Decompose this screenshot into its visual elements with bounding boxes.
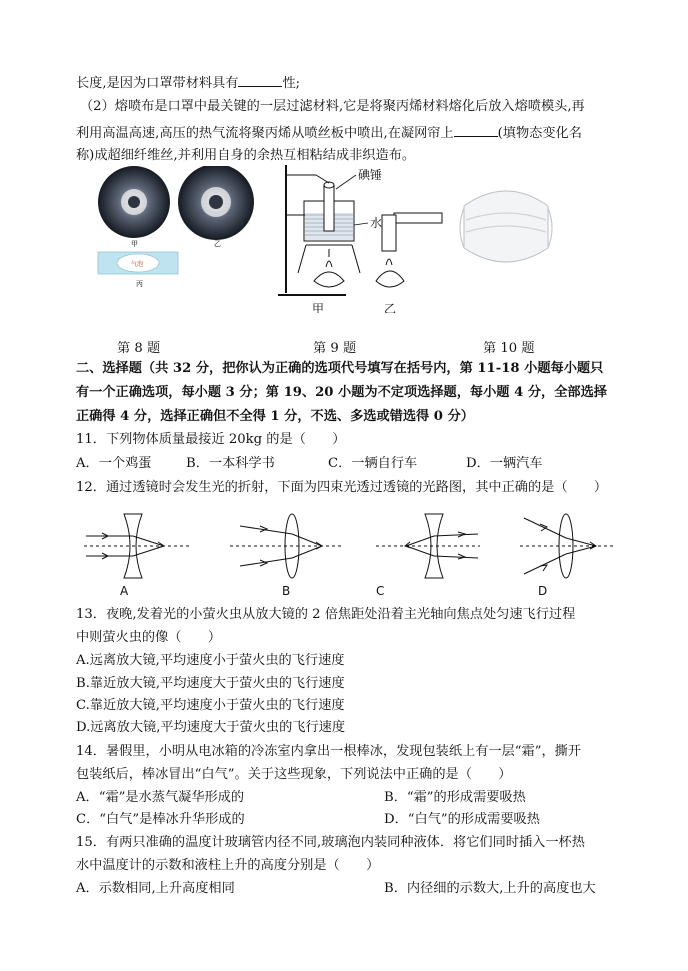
q11-option-b: B．一本科学书 [186,456,275,471]
q11-option-c: C．一辆自行车 [328,456,418,471]
fig9-label-iodine: 碘锤 [358,168,383,182]
fig9-label-water: 水 [370,216,383,230]
q13-stem-line1: 13．夜晚,发着光的小萤火虫从放大镜的 2 倍焦距处沿着主光轴向焦点处匀速飞行过程 [76,607,576,622]
q7-tail-line [76,72,628,94]
answer-blank [454,122,498,137]
figure-8 [96,166,266,291]
q12-lens-diagrams [80,508,620,588]
q15-stem-line2: 水中温度计的示数和液柱上升的高度分别是（ ） [76,858,380,873]
q15-option-b: B．内径细的示数大,上升的高度也大 [384,881,596,896]
lens-diagram-d [520,514,616,578]
q13-option-d: D.远离放大镜,平均速度大于萤火虫的飞行速度 [76,720,346,735]
q15-option-a: A．示数相同,上升高度相同 [76,881,235,896]
fig9-label-yi: 乙 [384,302,397,313]
figure-8-caption: 第 8 题 [117,341,161,356]
lens-diagram-c [376,514,480,578]
q14-option-c: C．“白气”是棒冰升华形成的 [76,812,245,827]
q12-label-c: C [376,584,385,598]
lens-diagrams-drawing [80,508,620,588]
section-2-instructions-line2: 有一个正确选项，每小题 3 分；第 19、20 小题为不定项选择题，每小题 4 分，全部选择 [76,385,607,400]
q14-stem-line2: 包装纸后，棒冰冒出“白气”。关于这些现象，下列说法中正确的是（ ） [76,767,512,782]
fig9-label-jia: 甲 [312,302,325,313]
lens-diagram-b [230,514,342,578]
q12-label-b: B [282,584,291,598]
q7-part2-line3: 称)成超细纤维丝,并利用自身的余热互相粘结成非织造布。 [76,148,416,163]
q15-stem-line1: 15．有两只准确的温度计玻璃管内径不同,玻璃泡内装同种液体．将它们同时插入一杯热 [76,835,585,850]
alcohol-lamp-yi [376,271,404,287]
q14-option-b: B．“霜”的形成需要吸热 [384,790,526,805]
face-mask-drawing [458,176,554,278]
q13-option-c: C.靠近放大镜,平均速度小于萤火虫的飞行速度 [76,698,345,713]
figure-9-drawing [276,163,446,313]
q7-part2-line2 [76,122,628,144]
alcohol-lamp-jia [314,272,344,287]
q7-tail-text: 长度,是因为口罩带材料具有 [76,76,239,91]
q7-part2-line1: （2）熔喷布是口罩中最关键的一层过滤材料,它是将聚丙烯材料熔化后放入熔喷模头,再 [80,99,585,114]
fig8-label-yi: 乙 [214,240,221,248]
lens-diagram-a [84,514,190,578]
q7-tail-suffix: 性; [282,76,301,91]
section-2-instructions-line1: 二、选择题（共 32 分，把你认为正确的选项代号填写在括号内，第 11-18 小题每小题只 [76,361,604,376]
fig8-label-jia: 甲 [131,240,138,248]
figure-9-caption: 第 9 题 [313,341,357,356]
figure-10 [458,176,554,278]
q12-label-a: A [120,584,129,598]
q11-option-a: A．一个鸡蛋 [76,456,152,471]
q13-option-a: A.远离放大镜,平均速度小于萤火虫的飞行速度 [76,653,345,668]
q7-part2-line2-text: 利用高温高速,高压的热气流将聚丙烯从喷丝板中喷出,在凝网帘上 [76,126,454,141]
figure-10-caption: 第 10 题 [483,341,535,356]
q14-stem-line1: 14．暑假里，小明从电冰箱的冷冻室内拿出一根棒冰，发现包装纸上有一层“霜”，撕开 [76,744,582,759]
figure-9 [276,163,446,313]
q11-stem: 11．下列物体质量最接近 20kg 的是（ ） [76,432,346,447]
fig8-label-bing: 丙 [136,280,143,288]
q13-option-b: B.靠近放大镜,平均速度大于萤火虫的飞行速度 [76,676,345,691]
figure-8-drawing [96,166,266,291]
fig8-label-bubble: 气泡 [131,261,144,268]
section-2-instructions-line3: 正确得 4 分，选择正确但不全得 1 分，不选、多选或错选得 0 分） [76,409,474,424]
q14-option-d: D．“白气”的形成需要吸热 [384,812,540,827]
q11-option-d: D．一辆汽车 [466,456,543,471]
q13-stem-line2: 中则萤火虫的像（ ） [76,630,222,645]
q7-part2-line2-suffix: (填物态变化名 [497,126,582,141]
answer-blank [238,72,282,87]
q12-stem: 12．通过透镜时会发生光的折射，下面为四束光透过透镜的光路图，其中正确的是（ ） [76,480,608,495]
iodine-hammer-jia [324,185,334,231]
q14-option-a: A．“霜”是水蒸气凝华形成的 [76,790,245,805]
q12-label-d: D [538,584,548,598]
iodine-hammer-yi [382,215,396,251]
